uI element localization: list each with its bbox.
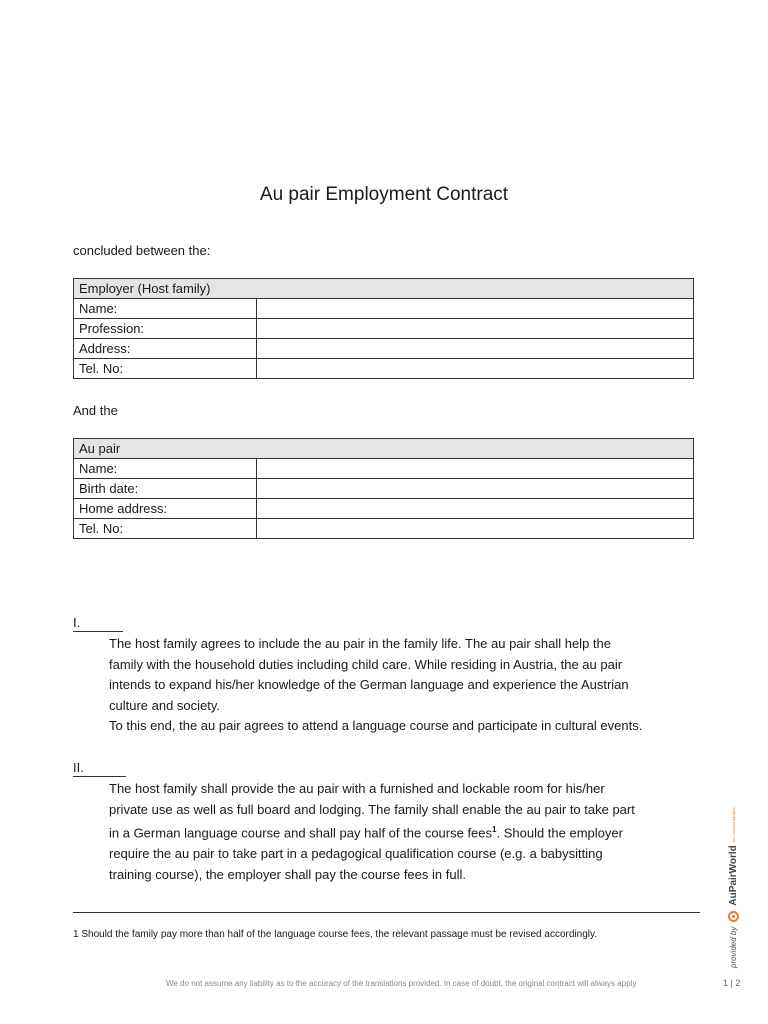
section-1-line: intends to expand his/her knowledge of the German language and experience the Austrian xyxy=(109,677,629,693)
aupair-birthdate-label: Birth date: xyxy=(74,479,257,499)
section-1-line: family with the household duties including child care. While residing in Austria, the au pair xyxy=(109,656,623,672)
table-row xyxy=(74,519,694,539)
intro-text: concluded between the: xyxy=(73,243,211,258)
section-2-line-3-tail: . Should the employer xyxy=(496,825,623,841)
employer-table xyxy=(73,278,694,379)
disclaimer-text: We do not assume any liability as to the accuracy of the translations provided. In case of doubt, the original contract will always apply. xyxy=(166,979,638,988)
table-row xyxy=(74,299,694,319)
employer-profession-field[interactable] xyxy=(257,319,694,339)
employer-address-label: Address: xyxy=(74,339,257,359)
section-2-line xyxy=(109,820,699,844)
employer-address-field[interactable] xyxy=(257,339,694,359)
aupair-home-address-field[interactable] xyxy=(257,499,694,519)
employer-name-label: Name: xyxy=(74,299,257,319)
employer-table-header: Employer (Host family) xyxy=(74,279,694,299)
section-1-number: I. xyxy=(73,616,123,632)
and-the-text: And the xyxy=(73,403,118,418)
employer-tel-label: Tel. No: xyxy=(74,359,257,379)
section-2-number: II. xyxy=(73,761,126,777)
brand-tagline: we connect families xyxy=(730,807,736,843)
provided-by-text: provided by xyxy=(728,926,738,968)
footnote-divider xyxy=(73,912,700,913)
section-1-text xyxy=(109,634,699,737)
table-row xyxy=(74,319,694,339)
section-1-line: The host family agrees to include the au pair in the family life. The au pair shall help the xyxy=(109,636,611,651)
aupair-birthdate-field[interactable] xyxy=(257,479,694,499)
section-2-line: training course), the employer shall pay the course fees in full. xyxy=(109,866,466,882)
document-title: Au pair Employment Contract xyxy=(259,184,509,205)
aupair-table-header: Au pair xyxy=(74,439,694,459)
table-row xyxy=(74,479,694,499)
footnote-ref[interactable]: 1 xyxy=(492,825,497,835)
aupair-home-address-label: Home address: xyxy=(74,499,257,519)
aupair-tel-label: Tel. No: xyxy=(74,519,257,539)
section-1-line: To this end, the au pair agrees to attend a language course and participate in cultural events. xyxy=(109,718,643,734)
aupair-name-field[interactable] xyxy=(257,459,694,479)
aupair-tel-field[interactable] xyxy=(257,519,694,539)
brand-sidebar xyxy=(725,788,741,968)
table-row xyxy=(74,459,694,479)
section-1-line: culture and society. xyxy=(109,697,221,713)
section-2-text xyxy=(109,779,699,885)
aupairworld-logo-icon xyxy=(728,911,739,922)
footnote-text: 1 Should the family pay more than half of the language course fees, the relevant passage must be revised accordingly. xyxy=(73,929,598,940)
employer-name-field[interactable] xyxy=(257,299,694,319)
table-row xyxy=(74,339,694,359)
table-row xyxy=(74,499,694,519)
aupair-name-label: Name: xyxy=(74,459,257,479)
page-number: 1 | 2 xyxy=(723,978,741,988)
aupair-table xyxy=(73,438,694,539)
section-2-line: require the au pair to take part in a pedagogical qualification course (e.g. a babysitting xyxy=(109,846,603,862)
table-row xyxy=(74,359,694,379)
section-2-line-3-text: in a German language course and shall pay half of the course fees xyxy=(109,825,493,841)
section-2-line: private use as well as full board and lodging. The family shall enable the au pair to take part xyxy=(109,801,635,817)
brand-name: AuPairWorld xyxy=(727,845,739,906)
section-2-line: The host family shall provide the au pair with a furnished and lockable room for his/her xyxy=(109,781,605,796)
employer-profession-label: Profession: xyxy=(74,319,257,339)
employer-tel-field[interactable] xyxy=(257,359,694,379)
